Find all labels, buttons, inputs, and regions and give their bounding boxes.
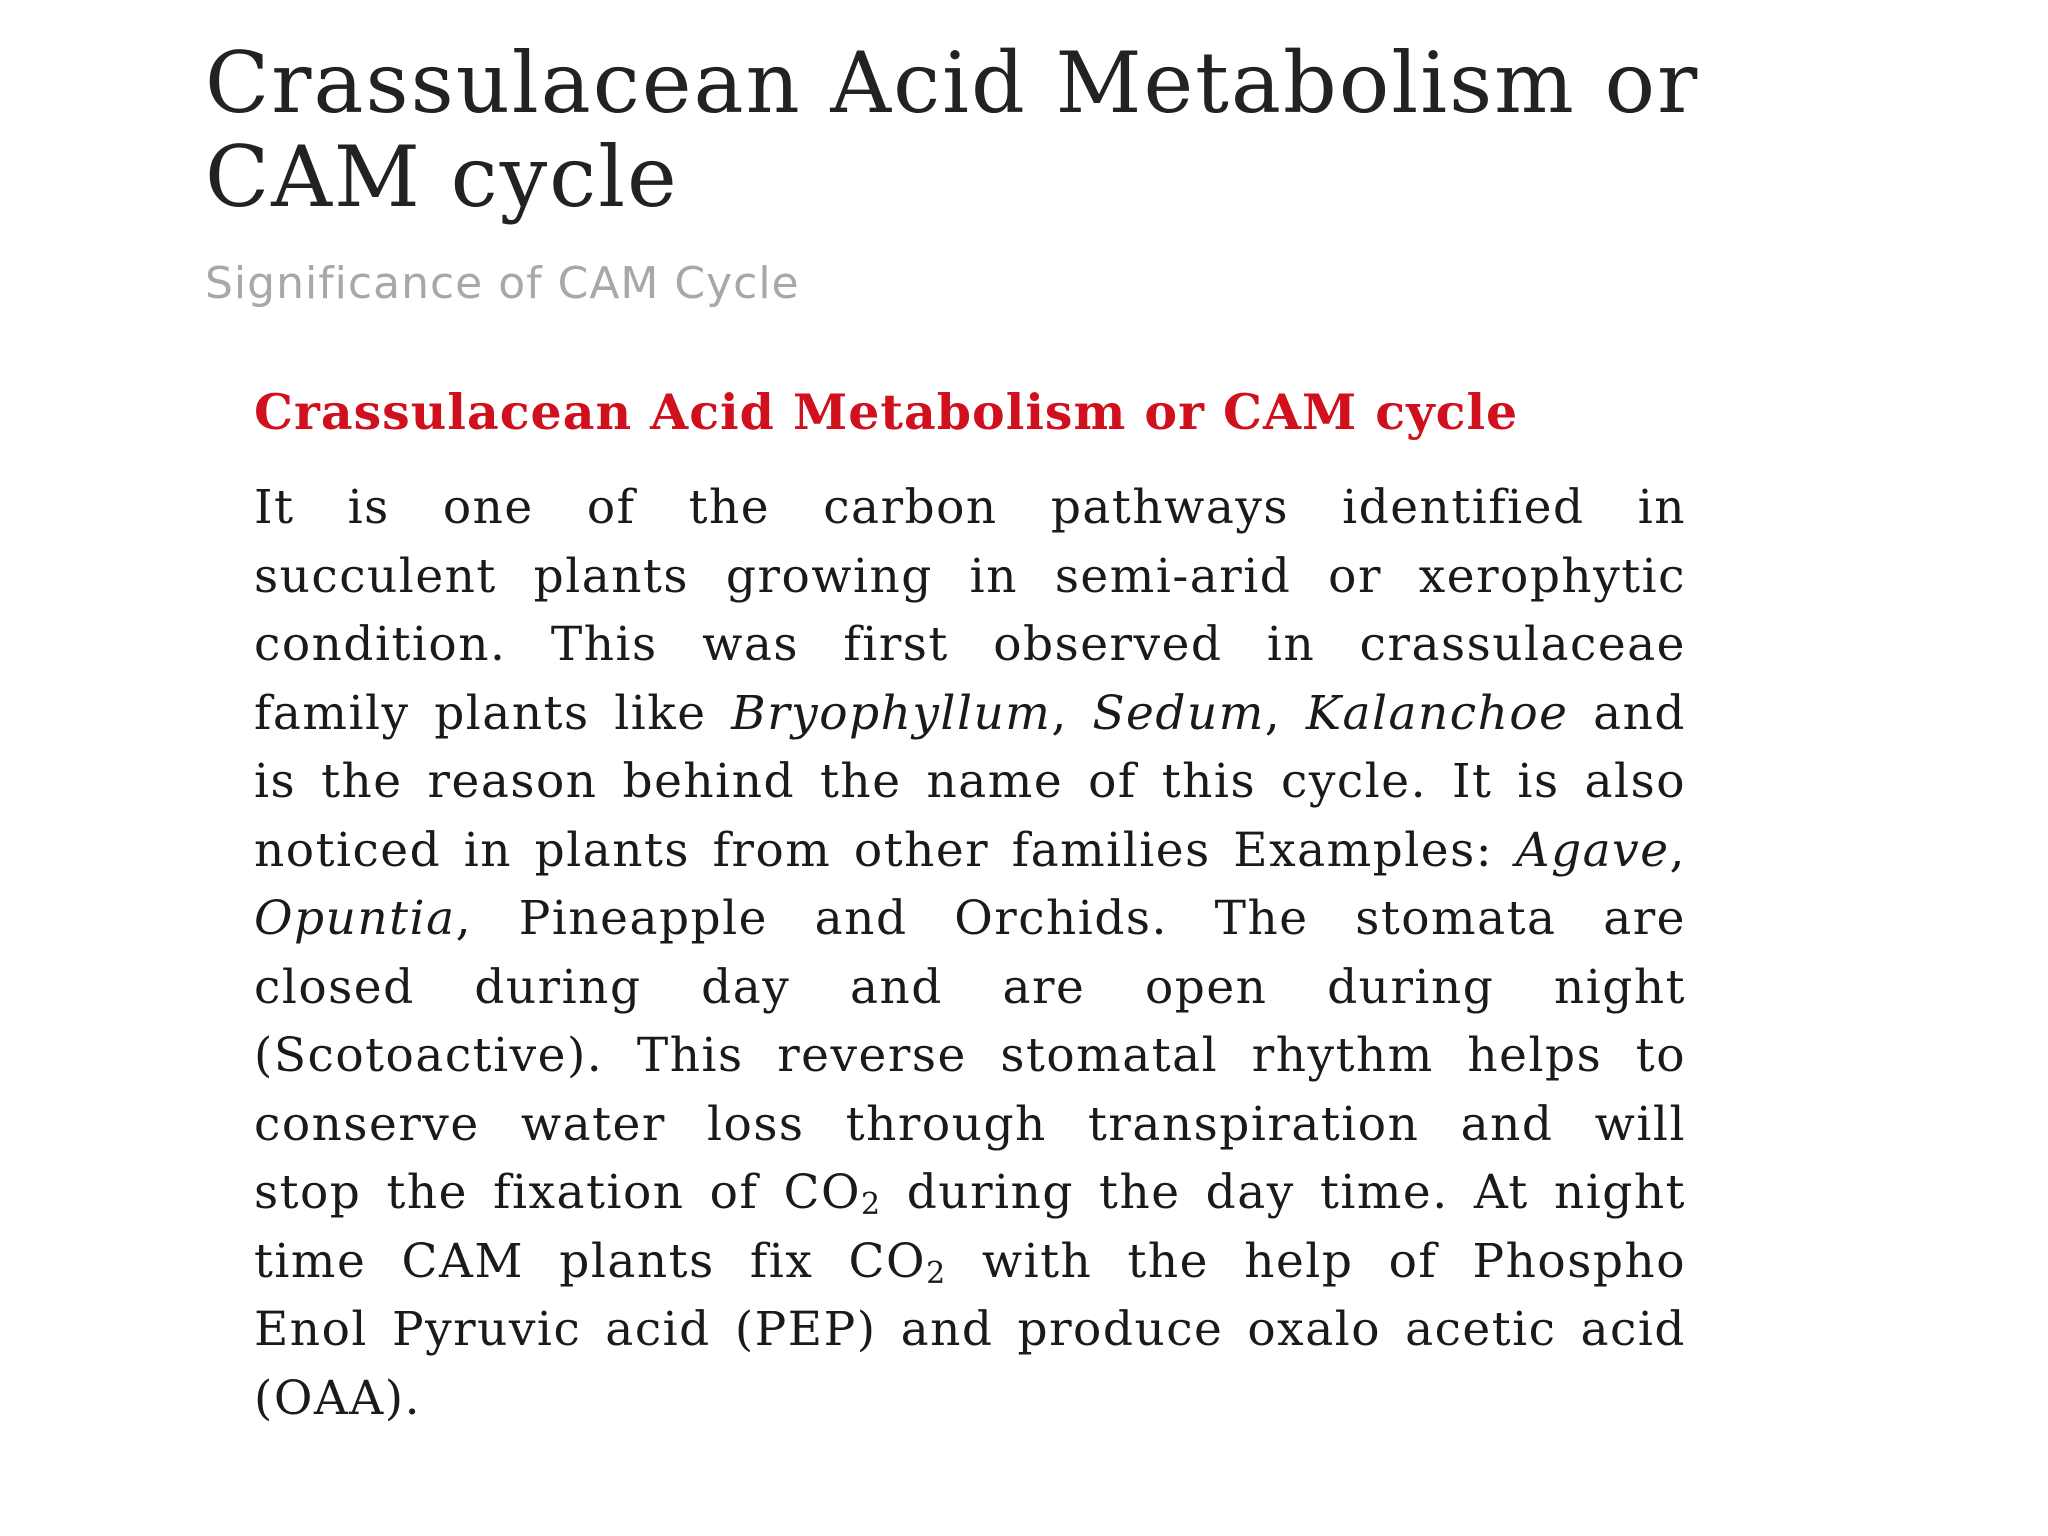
text-run: , [1264, 685, 1306, 741]
text-run: during the day time. At night time CAM plants fix CO [254, 1165, 1686, 1289]
article-subtitle: Significance of CAM Cycle [205, 258, 800, 309]
section-heading: Crassulacean Acid Metabolism or CAM cycle [254, 383, 1519, 441]
text-run: , [1669, 822, 1686, 878]
text-run: , [1051, 685, 1093, 741]
text-run: and is the reason behind the name of this cycle. It is also noticed in plants from other families Examples: [254, 685, 1686, 878]
text-run: with the help of Phospho Enol Pyruvic acid (PEP) and produce oxalo acetic acid (OAA). [254, 1233, 1687, 1426]
genus-name: Sedum [1092, 685, 1265, 741]
genus-name: Bryophyllum [731, 685, 1052, 741]
subscript: 2 [861, 1187, 882, 1222]
text-run: , Pineapple and Orchids. The stomata are closed during day and are open during night (Scotoactive). This reverse stomatal rhythm helps to conserve water loss through transpiration and will stop the fixation of CO [254, 891, 1686, 1220]
page-title: Crassulacean Acid Metabolism or CAM cycle [205, 34, 1700, 226]
genus-name: Kalanchoe [1305, 685, 1569, 741]
subscript: 2 [926, 1255, 947, 1291]
body-paragraph [254, 474, 1686, 1433]
genus-name: Agave [1515, 822, 1670, 878]
genus-name: Opuntia [254, 891, 456, 946]
text-run: It is one of the carbon pathways identified in succulent plants growing in semi-arid or xerophytic condition. This was first observed in crassulaceae family plants like [254, 480, 1686, 741]
